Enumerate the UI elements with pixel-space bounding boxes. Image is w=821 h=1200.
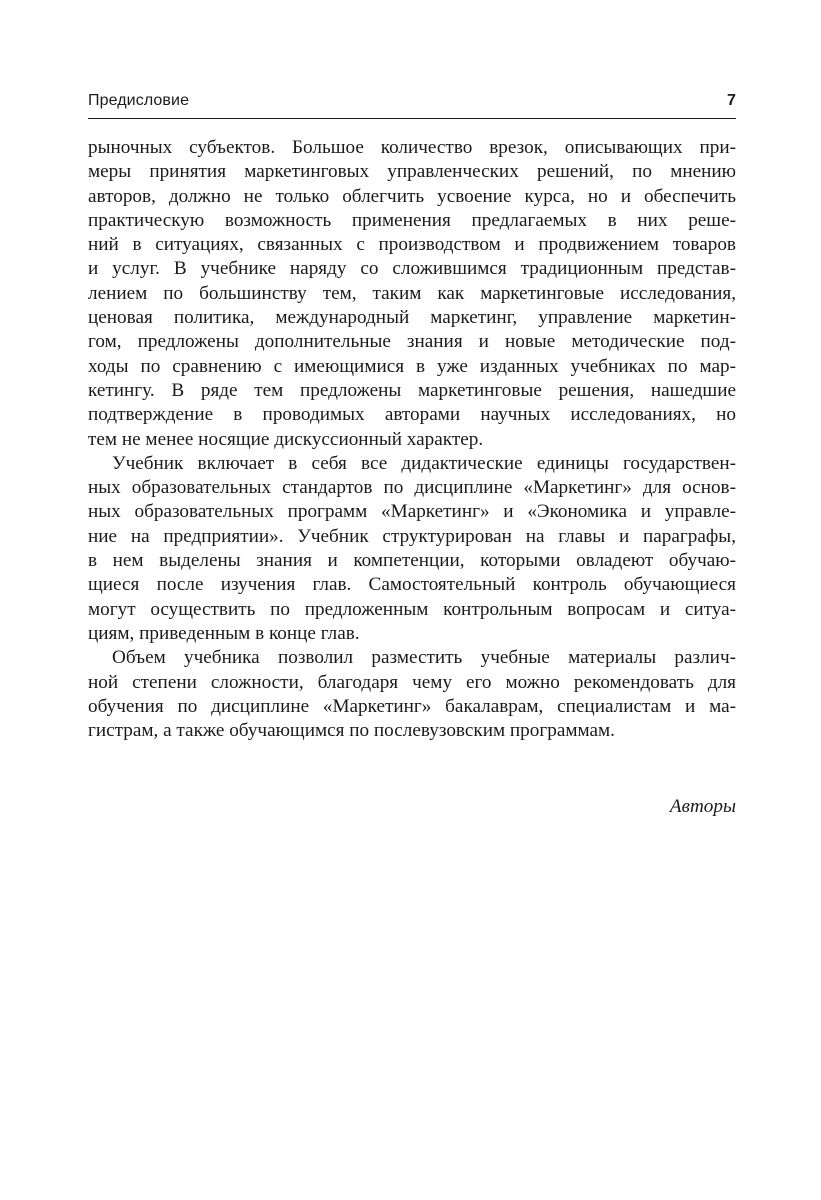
text-line: щиеся после изучения глав. Самостоятельный контроль обучающиеся xyxy=(88,574,736,596)
book-page xyxy=(88,0,736,1200)
text-line: авторов, должно не только облегчить усвоение курса, но и обеспечить xyxy=(88,185,736,207)
text-line: ных образовательных стандартов по дисциплине «Маркетинг» для основ- xyxy=(88,477,736,499)
running-head xyxy=(88,92,736,114)
text-line: ние на предприятии». Учебник структурирован на главы и параграфы, xyxy=(88,525,736,547)
text-line: лением по большинству тем, таким как маркетинговые исследования, xyxy=(88,282,736,304)
text-line: ний в ситуациях, связанных с производством и продвижением товаров xyxy=(88,234,736,256)
text-line: могут осуществить по предложенным контрольным вопросам и ситуа- xyxy=(88,598,736,620)
page-number: 7 xyxy=(727,92,736,109)
text-line: ных образовательных программ «Маркетинг» и «Экономика и управле- xyxy=(88,501,736,523)
text-line: ной степени сложности, благодаря чему его можно рекомендовать для xyxy=(88,671,736,693)
text-line: циям, приведенным в конце глав. xyxy=(88,622,360,644)
header-rule xyxy=(88,118,736,119)
paragraph xyxy=(88,452,736,646)
text-line: и услуг. В учебнике наряду со сложившимся традиционным представ- xyxy=(88,258,736,280)
text-line: подтверждение в проводимых авторами научных исследованиях, но xyxy=(88,404,736,426)
text-line: Объем учебника позволил разместить учебные материалы различ- xyxy=(112,647,736,669)
text-line: кетингу. В ряде тем предложены маркетинговые решения, нашедшие xyxy=(88,379,736,401)
signature: Авторы xyxy=(669,796,736,817)
paragraph xyxy=(88,136,736,452)
section-title: Предисловие xyxy=(88,92,190,109)
text-line: рыночных субъектов. Большое количество врезок, описывающих при- xyxy=(88,137,736,158)
body-text xyxy=(88,136,736,743)
text-line: обучения по дисциплине «Маркетинг» бакалаврам, специалистам и ма- xyxy=(88,695,736,717)
paragraph xyxy=(88,646,736,743)
text-line: гом, предложены дополнительные знания и новые методические под- xyxy=(88,331,736,353)
text-line: Учебник включает в себя все дидактические единицы государствен- xyxy=(112,452,736,474)
text-line: практическую возможность применения предлагаемых в них реше- xyxy=(88,209,736,231)
text-line: тем не менее носящие дискуссионный характер. xyxy=(88,428,484,450)
text-line: в нем выделены знания и компетенции, которыми овладеют обучаю- xyxy=(88,550,736,572)
text-line: гистрам, а также обучающимся по послевузовским программам. xyxy=(88,720,615,742)
text-line: ценовая политика, международный маркетинг, управление маркетин- xyxy=(88,307,736,329)
text-line: ходы по сравнению с имеющимися в уже изданных учебниках по мар- xyxy=(88,355,736,377)
text-line: меры принятия маркетинговых управленческих решений, по мнению xyxy=(88,161,736,183)
